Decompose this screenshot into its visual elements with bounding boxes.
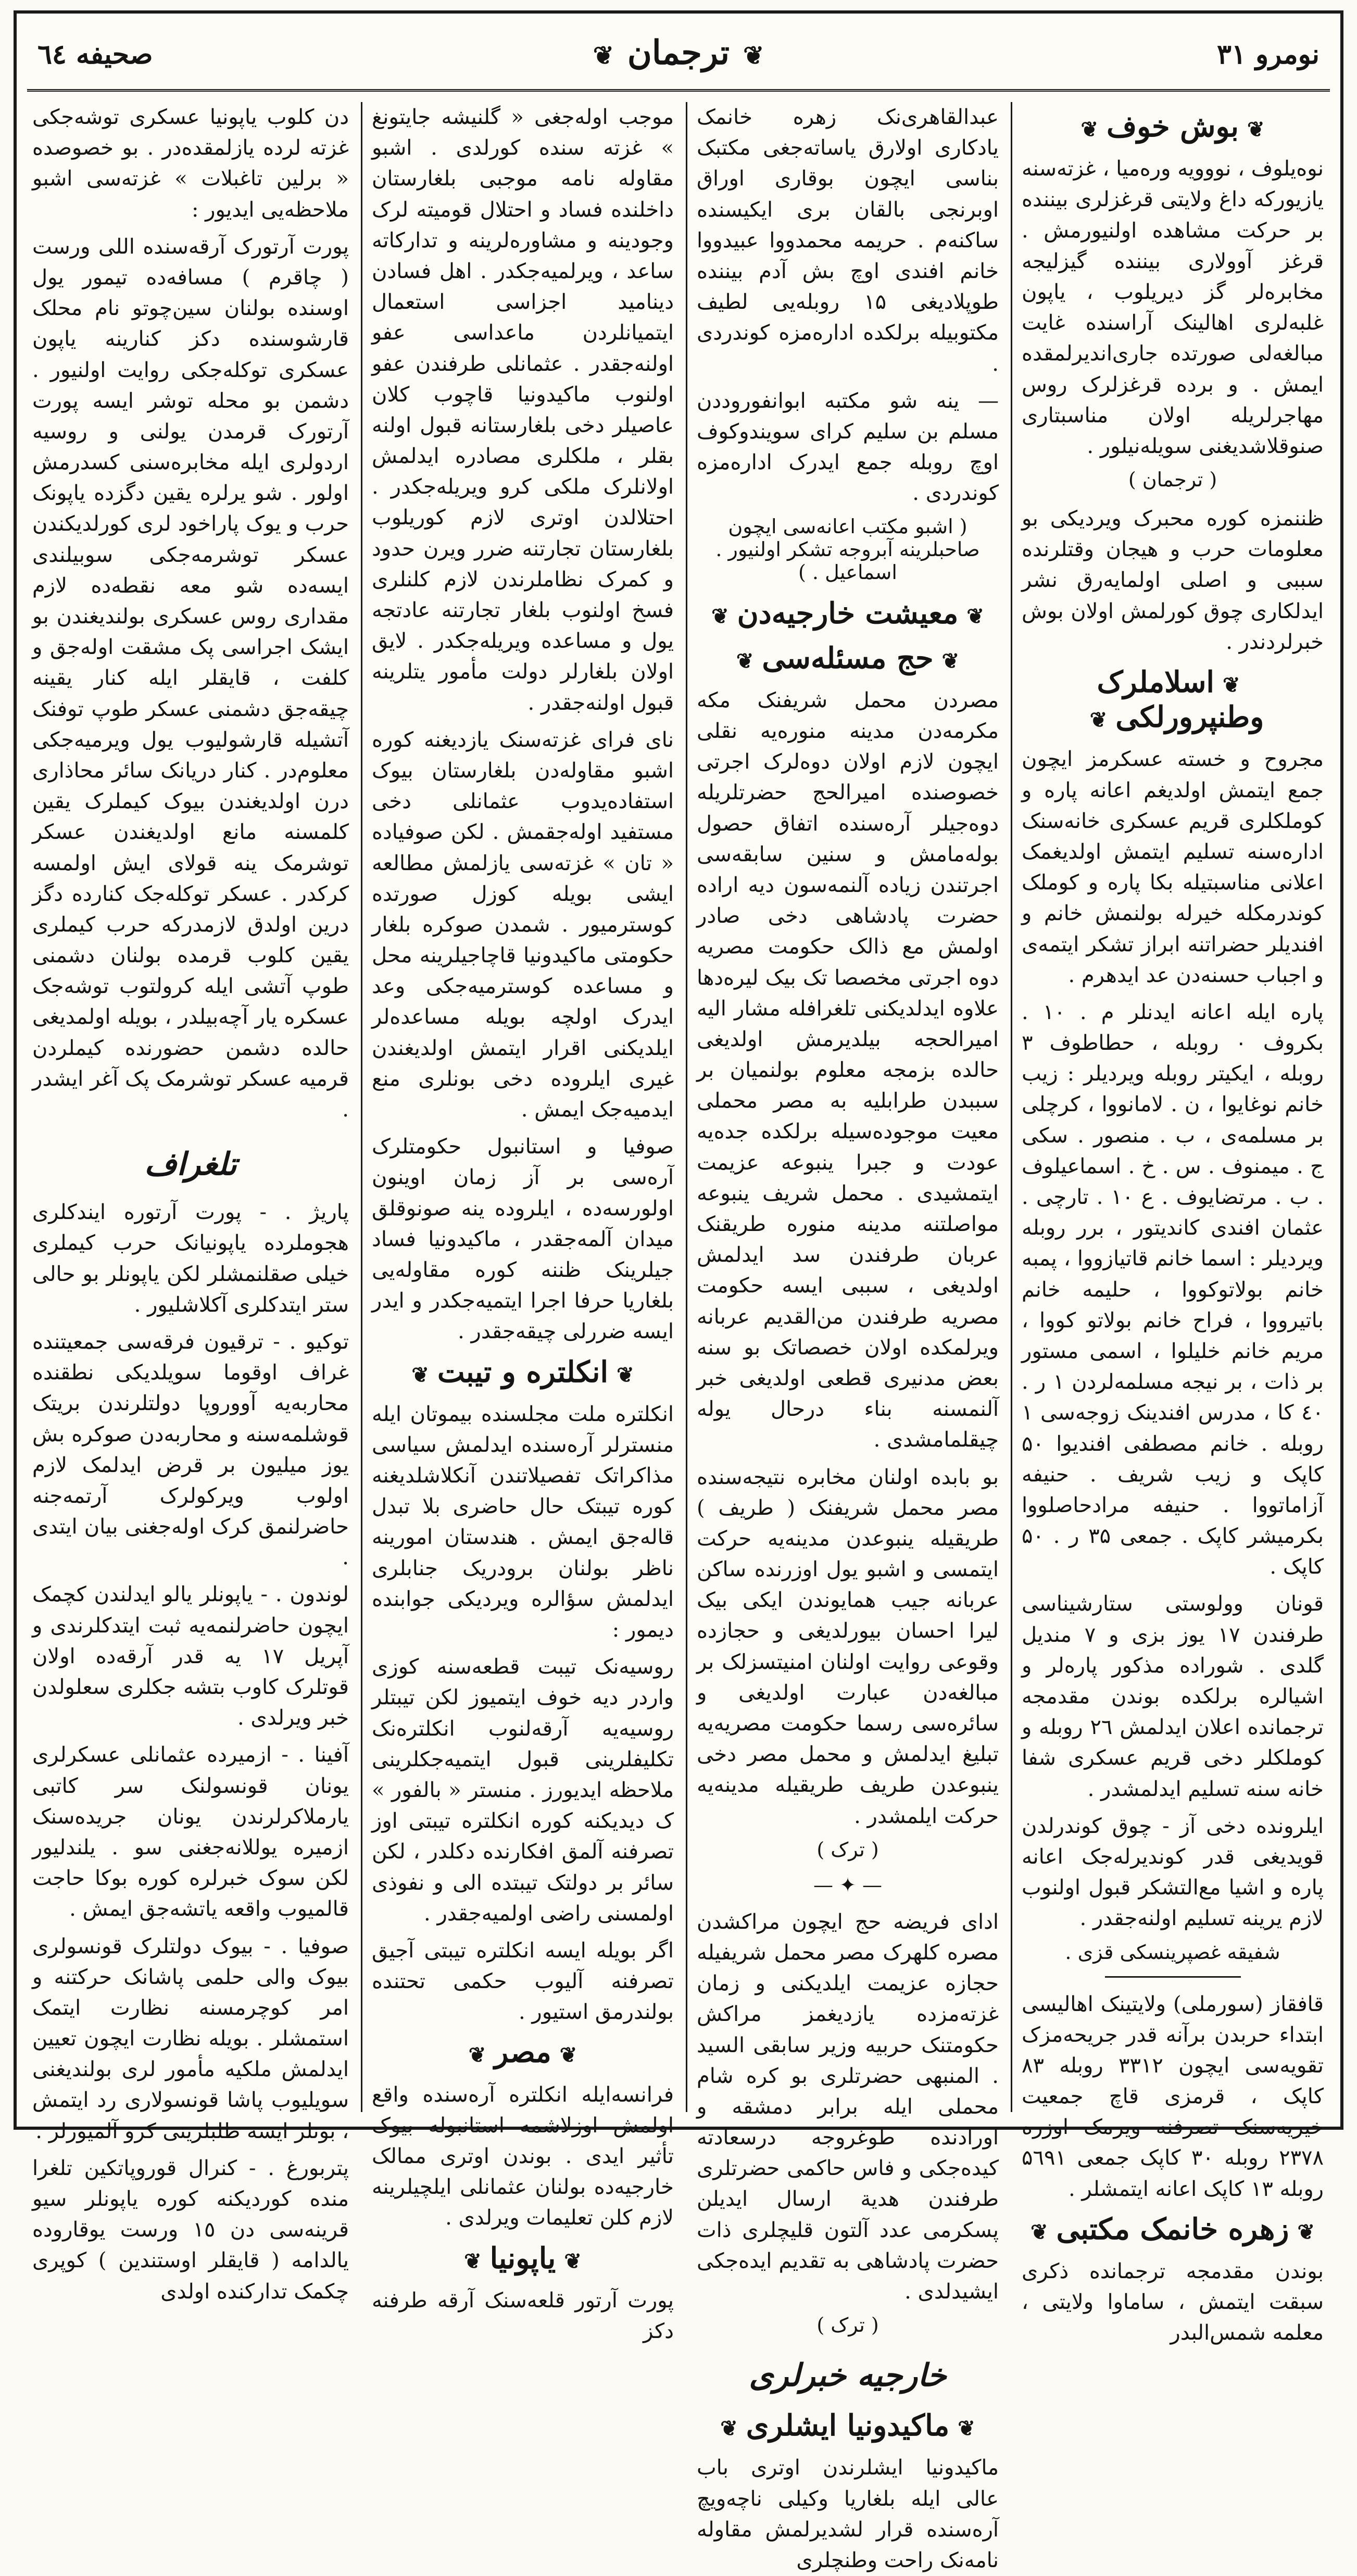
headline-yaponya — [372, 2241, 674, 2276]
column-2 — [688, 102, 1007, 2572]
ornament-icon: ❦ — [966, 604, 984, 629]
column-divider — [686, 102, 687, 2112]
donation-list: پاره ایله اعانه ایدنلر م . ۱۰ . بکروف ۰ روبله ، حطاطوف ۳ روبله ، ایکیتر روبله ویردیلر : زیب خانم نوغایوا ، ن . لامانووا ، کرچلی بر مسلمه‌ی ، ب . منصور . سکی ج . میمنوف . س . خ . اسماعیلوف . ب . مرتضایوف . ع ۱۰ . تارچی . عثمان افندی کاندیتور ، برر روبله ویردیلر : اسما خانم قاتیازووا ، پمبه خانم بولاتوکووا ، حلیمه خانم باتیرووا ، فراح خانم بولاتو کووا ، مریم خانم خلیلوا ، اسمی مستور بر ذات ، بر نیجه مسلمه‌لردن ۱ ر . ٤٠ کا ، مدرس افندینک زوجه‌سی ۱ روبله . خانم مصطفی افندیوا ۵۰ کاپک و زیب شریف . حنیفه آزاماتووا . حنیفه مرادحاصلووا بکرمیشر کاپک . جمعی ۳۵ ر . ۵۰ کاپک . — [1022, 1000, 1324, 1579]
article-paragraph: قونان وولوستی ستارشیناسی طرفندن ۱۷ یوز بزی و ۷ مندیل گلدی . شوراده مذکور پارەلر و اشیالره برلکده بوندن مقدمجه ترجمانده اعلان ایدلمش ۲٦ روبله و کوملکلر دخی قریم عسکری شفا خانه سنه تسلیم ایدلمشدر . — [1022, 1592, 1324, 1801]
headline-text: انکلتره و تیبت — [437, 1354, 609, 1389]
article-paragraph: ایلرونده دخی آز - چوق کوندرلدن قویدیغی قدر کوندیرله‌جک اعانه پاره و اشیا مع‌التشکر قبول اولنوب لازم یرینه تسلیم اولنه‌جقدر . — [1022, 1814, 1324, 1931]
article-paragraph: روسیه‌نک تیبت قطعه‌سنه کوزی واردر دیه خوف ایتمیوز لکن تیبتلر روسیه‌یه آرقه‌لنوب انکلتره‌نک تکلیفلرینی قبول ایتمیه‌جکلرینی ملاحظه ایدیورز . منستر « بالفور » ک دیدیکنه کوره انکلتره تیبتی اوز تصرفنه آلمق افکارنده دکلدر ، لکن سائر بر دولتک تیبتده الی و نفوذی اولمسنی راضی اولمیه‌جقدر . — [372, 1655, 674, 1926]
article-paragraph: نای فرای غزته‌سنک یازدیغنه کوره اشبو مقاوله‌دن بلغارستان بیوک استفاده‌یدوب عثمانلی دخی مستفید اوله‌جقمش . لکن صوفیاده « تان » غزته‌سی یازلمش مطالعه ایشی بویله کوزل صورتده کوسترمیور . شمدن صوکره بلغار حکومتی ماکیدونیا قاچاجیلرینه محل و مساعده کوسترمیه‌جکی وعد ایدرک اولچه بویله مساعده‌لر ایلدیکنی اقرار ایتمش اولدیغندن غیری ایلروده دخی بونلری منع ایدمیه‌جک ایمش . — [372, 727, 674, 1122]
article-paragraph: ادای فریضه حج ایچون مراکشدن مصره کلهرک مصر محمل شریفیله حجازه عزیمت ایلدیکنی و زمان غزته‌مزده یازدیغمز مراکش حکومتنک حربیه وزیر سابقی السید . المنبهی حضرتلری بو کره شام محملی ایله برابر دمشقه و اورادنده طوغروجه درسعادته کیده‌جکی و فاس حاکمی حضرتلری طرفندن هدیة ارسال ایدیلن پسکرمی عدد آلتون قلیچلری ذات حضرت پادشاهی به تقدیم ایده‌جکی ایشیدلدی . — [697, 1909, 999, 2304]
section-title-foreign-news: خارجیه خبرلری — [749, 2357, 947, 2394]
separator-ornament: — ✦ — — [813, 1873, 882, 1896]
newspaper-title-text: ترجمان — [627, 33, 730, 72]
column-divider — [361, 102, 362, 2112]
page-number: صحيفه ٦٤ — [37, 39, 153, 70]
source-signature: ( ترک ) — [816, 2314, 879, 2337]
column-divider — [1011, 102, 1012, 2112]
headline-maishat-kharijiye — [697, 596, 999, 631]
ornament-icon: ❦ — [1222, 673, 1240, 697]
telegram-item: پاریژ . - پورت آرتوره ایندکلری هجوملرده یاپونیانک حرب کیملری خیلی صقلنمشلر لکن یاپونلر بو حالی ستر ایتدکلری آکلاشلیور . — [32, 1200, 349, 1317]
article-paragraph: بوندن مقدمجه ترجمانده ذکری سبقت ایتمش ، ساماوا ولایتی ، معلمه شمس‌البدر — [1022, 2259, 1324, 2345]
ornament-icon: ❦ — [559, 2043, 577, 2068]
ornament-icon: ❦ — [720, 2416, 738, 2441]
headline-text: اسلاملرک وطنپرورلکی — [1097, 665, 1264, 735]
headline-islamlar-vatanperverligi — [1022, 665, 1324, 735]
ornament-icon: ❦ — [1297, 2219, 1315, 2244]
headline-text: حج مسئله‌سی — [762, 640, 934, 675]
headline-text: ماکیدونیا ایشلری — [746, 2408, 950, 2443]
article-paragraph: موجب اوله‌جغی « گلنیشه جایتونغ » غزته سنده کورلدی . اشبو مقاوله نامه موجبی بلغارستان داخلنده فساد و احتلال قومیته لرک وجودینه و مشاوره‌لرینه و تدارکاته ساعد ، ویرلمیه‌جکدر . اهل فسادن دیناميد اجزاسی استعمال ایتمیانلردن ماعدا‌سی عفو اولنه‌جقدر . عثمانلی طرفندن عفو اولنوب ماکیدونیا قاچوب کلان عاصیلر دخی بلغارستانه قبول اولنه بقلر ، ملکلری مصادره ایدلمش اولانلرک ملکی کرو ویریله‌جکدر . احتلالدن اوتری لازم کوریلوب بلغارستان تجارتنه ضرر ویرن حدود و کمرک نظاملرندن لازم کلنلری فسخ اولنوب بلغار تجارتنه عادتجه یول و مساعده ویریله‌جکدر . لایق اولان بلغارلر دولت مأمور یتلرینه قبول اولنه‌جقدر . — [372, 105, 674, 715]
headline-bosh-khavf — [1022, 109, 1324, 144]
article-paragraph: عبدالقاهری‌نک زهره خانمک یادکاری اولارق یاساته‌جغی مکتبک بناسی ایچون بوقاری اوراق اوبرنجی بالقان بری ایکیسنده ساکنه‌م . حریمه محمدووا عبیدووا خانم افندی اوچ بش آدم بیننده طوپلادیغی ۱۵ روبله‌یی لطیف مکتوبیله برلکده اداره‌مزه کوندردی . — [697, 105, 999, 376]
ornament-icon: ❦ — [1089, 708, 1108, 733]
masthead — [17, 14, 1340, 92]
masthead-rule — [27, 89, 1330, 92]
headline-text: مصر — [494, 2035, 551, 2070]
headline-hajj-masalasi — [697, 641, 999, 676]
ornament-icon: ❦ — [736, 648, 754, 673]
article-paragraph: نوەیلوف ، نووویه وره‌میا ، غزته‌سنه یازیورکه داغ ولایتی قرغزلری بیننده بر حرکت مشاهده اولنیورمش . قرغز آوولاری بیننده گیزلیجه مخابره‌لر گز دیریلوب ، یاپون غلبه‌لری اهالینک آراسنده غایت مبالغه‌لی صورتده جاری‌اندیرلمقده ایمش . و برده قرغزلرک روس مهاجرلریله اولان مناسبتاری صنوقلاشدیغنی سویله‌نیلور . — [1022, 157, 1324, 458]
ornament-icon: ❦ — [617, 1362, 634, 1387]
ornament-icon: ❦ — [593, 41, 614, 70]
ornament-icon: ❦ — [411, 1362, 429, 1387]
source-signature: ( اشبو مکتب اعانه‌سی ایچون صاحبلرینه آبروجه تشکر اولنیور . اسماعیل . ) — [715, 515, 980, 584]
article-paragraph: قافقاز (سورملی) ولایتینک اهالیسی ابتداء حربدن برآنه قدر جریحه‌مزک تقویه‌سی ایچون ۳۳۱۲ روبله ۸۳ کاپک ، قرمزی قاچ جمعیت خیریه‌سنک تصرفنه ویرمک اوزره ۲۳۷۸ روبله ۳۰ کاپک جمعی ۵٦۹۱ روبله ۱۳ کاپک اعانه ایتمشلر . — [1022, 1992, 1324, 2201]
ornament-icon: ❦ — [464, 2248, 482, 2273]
ornament-icon: ❦ — [468, 2043, 486, 2068]
issue-number: نومرو ٣١ — [1217, 39, 1320, 70]
article-paragraph: بو بابده اولنان مخابره نتیجه‌سنده مصر محمل شریفنک ( طریف ) طریقیله ینبوعدن مدینه‌یه حرکت ایتمسی و اشبو یول اوزرنده ساکن عربانه جیب همایوندن ایکی بیک لیرا احسان بیورلدیغی و حجازده وقوعی روایت اولنان امنیتسزلک بر مبالغه‌دن عبارت اولدیغی و سائره‌سی رسما حکومت مصریه‌یه تبلیغ ایدلمش و محمل مصر دخی ینبوعدن طریف طریقیله مدینه‌یه حرکت ایلمشدر . — [697, 1465, 999, 1828]
section-title-telegraph: تلغراف — [144, 1146, 237, 1183]
article-paragraph: پورت آرتورک آرقه‌سنده اللی ورست ( چاقرم ) مسافه‌ده تیمور یول اوسنده بولنان سین‌چوتو نام محلک قارشوسنده دکز کنارینه یاپون عسکری توکله‌جکی روایت اولنیور . دشمن بو محله توشر ایسه پورت آرتورک قرمدن یولنی و روسیه اردولری ایله مخابره‌سنی کسدرمش اولور . شو یرلره یقین دگزده یاپونک حرب و یوک پاراخود لری کورلدیکندن عسکر توشرمه‌جکی سوبیلندی ایسه‌ده شو معه نقطه‌ده لازم مقداری روس عسکری بولندیغندن بو ایشک اجراسی پک مشقت اوله‌جق و کلفت ، قایقلر ایله کنار یقینه چیقه‌جق دشمنی عسکر طوپ توفنک آتشیله قارشولیوب یول ویرمیه‌جکی معلوم‌در . کنار دریانک سائر محاذاری درن اولدیغندن بیوک کیملرک یقین کلمسنه مانع اولدیغندن عسکر توشرمک ینه قولای ایش اولمسه کرکدر . عسکر توکله‌جک کنارده دگز درین اولدق لازمدرکه حرب کیملری یقین کلوب قرمده بولنان دشمنی طوپ آتشی ایله کرولتوب توشه‌جک عسکره یار آچه‌بیلدر ، بویله اولمدیغی حالده دشمن حضورنده کیملردن قرمیه عسکر توشرمک پک آغر ایشدر . — [32, 234, 349, 1122]
column-3 — [363, 102, 682, 2343]
column-1 — [1013, 102, 1332, 2345]
ornament-icon: ❦ — [941, 648, 960, 673]
source-signature: ( ترک ) — [816, 1838, 879, 1861]
ornament-icon: ❦ — [711, 604, 729, 629]
ornament-icon: ❦ — [958, 2416, 975, 2441]
article-paragraph: مصردن محمل شریفنک مکه مکرمه‌دن مدینه منوره‌یه نقلی ایچون لازم اولان دوه‌لرک اجرتی خصوصنده امیرالحج حضرتلریله دوه‌جیلر آره‌سنده اتفاق حصول بوله‌مامش و سنین سابقه‌سی اجرتندن زیاده آلنمه‌سون دیه اراده حضرت پادشاهی دخی صادر اولمش مع ذالک حکومت مصریه دوه اجرتی مخصصا تک بیک لیره‌دها علاوه ایدلدیکنی تلغرافله مشار الیه امیرالحجه بیلدیرمش اولدیغی حالده بزمجه معلوم بولنمیان بر سببدن طرابلیه به مصر محملی معیت موجوده‌سیله برلکده جده‌یه عودت و جبرا ینبوعه عزیمت ایتمشیدی . محمل شریف ینبوعه مواصلتنه مدینه منوره طریقنک عربان طرفندن سد ایدلمش اولدیغی ، سببی ایسه حکومت مصریه طرفندن من‌القدیم عربانه ویرلمکده اولان خصصاتک بو سنه بعض مدنیری قطعی اولدیغی خبر آلنمسنه بناء درحال یوله چیقلمامشدی . — [697, 688, 999, 1452]
article-paragraph: انکلتره ملت مجلسنده بیموتان ایله منسترلر آره‌سنده ایدلمش سیاسی مذاکراتک تفصیلاتندن آنکلاشلدیغنه کوره تیبتک حال حاضری بلا تبدل قاله‌جق ایمش . هندستان امورینه ناظر بولنان برودریک جنابلری ایدلمش سؤالره ویردیکی جوابنده دیمور : — [372, 1402, 674, 1642]
article-paragraph: ماکیدونیا ایشلرندن اوتری باب عالی ایله بلغاریا وکیلی ناچه‌ویچ آره‌سنده قرار لشدیرلمش مقاوله نامه‌نک راحت وطنچلری — [697, 2456, 999, 2572]
headline-text: بوش خوف — [1107, 109, 1239, 144]
article-paragraph: مجروح و خسته عسکرمز ایچون جمع ایتمش اولدیغم اعانه پاره و کوملکلری قریم عسکری خانه‌سنک اداره‌سنه تسلیم ایتمش اولدیغمک اعلانی مناسبتیله بکا پاره و کوملک کوندرمکله خیرله بولنمش خانم و افندیلر حضراتنه ابراز تشکر ایتمه‌ی و اجباب حسنه‌دن عد ایدهرم . — [1022, 747, 1324, 987]
headline-text: یاپونیا — [489, 2241, 556, 2276]
author-signature: شفیقه غصپرینسکی قزی . — [1065, 1940, 1280, 1964]
headline-england-tibet — [372, 1355, 674, 1390]
divider — [1105, 1976, 1241, 1978]
telegram-item: توکیو . - ترقیون فرقه‌سی جمعیتنده غراف اوقوما سویلدیکی نطقنده محاربه‌یه آووروپا دولتلرندن بریتک قوشلمه‌سنه و محاربه‌دن صوکره بش یوز میلیون بر قرض ایدلمک لازم اولوب ویرکولرک آرتمه‌جنه حاضرلنمق کرک اوله‌جغنی بیان ایتدی . — [32, 1329, 349, 1570]
headline-misr — [372, 2035, 674, 2070]
telegram-item: لوندون . - یاپونلر یالو ایدلندن کچمک ایچون حاضرلنمه‌یه ثبت ایتدکلرندی و آپریل ۱۷ یه قدر آرقه‌ده اولان قوتلرک کاوب بتشه جکلری سعلولدن خبر ویرلدی . — [32, 1582, 349, 1730]
column-4 — [24, 102, 357, 2304]
article-paragraph: فرانسه‌ایله انکلتره آره‌سنده واقع اولمش اوزلاشمه استانبوله بیوک تأثیر ایدی . بوندن اوتری ممالک خارجیه‌ده بولنان عثمانلی ایلچیلرینه لازم کلن تعلیمات ویرلدی . — [372, 2082, 674, 2230]
ornament-icon: ❦ — [564, 2248, 582, 2273]
newspaper-title — [17, 33, 1340, 72]
headline-text: زهره خانمک مکتبی — [1056, 2211, 1289, 2246]
newspaper-page — [14, 10, 1343, 2572]
article-paragraph: صوفیا و استانبول حکومتلرک آره‌سی بر آز زمان اوینون اولورسه‌ده ، ایلروده ینه صونوقلق میدان آلمه‌جقدر ، ماکیدونیا فساد جیلرینک ظننه کوره مقاوله‌یی بلغاریا حرفا اجرا ایتمیه‌جکدر و ایدر ایسه ضررلی چیقه‌جقدر . — [372, 1135, 674, 1344]
ornament-icon: ❦ — [1031, 2219, 1048, 2244]
headline-makedonya-ishleri — [697, 2408, 999, 2443]
headline-text: معیشت خارجیه‌دن — [737, 596, 959, 631]
headline-zohre-hanim-mektebi — [1022, 2212, 1324, 2247]
ornament-icon: ❦ — [1080, 117, 1099, 142]
article-paragraph: ظننمزه کوره محبرک ویردیکی بو معلومات حرب و هیجان وقتلرنده سببی و اصلی اولمایه‌رق نشر ایدلکاری چوق کورلمش اولان بوش خبرلردندر . — [1022, 507, 1324, 654]
article-paragraph: پورت آرتور قلعه‌سنک آرقه طرفنه دکز — [372, 2288, 674, 2343]
article-paragraph: دن کلوب یاپونیا عسکری توشه‌جکی غزته لرده یازلمقده‌در . بو خصوصده « برلین تاغبلات » غزته‌سی اشبو ملاحظه‌یی ایدیور : — [32, 105, 349, 222]
ornament-icon: ❦ — [1247, 117, 1265, 142]
source-signature: ( ترجمان ) — [1128, 468, 1217, 492]
telegram-item: پتربورغ . - کنرال قوروپاتکین تلغرا منده کوردیکنه کوره یاپونلر سیو قرینه‌سی دن ۱٥ ورست یوقاروده یالدامه ( قایقلر اوستندین ) کوپری چکمک تدارکنده اولدی — [32, 2156, 349, 2304]
telegram-item: آفینا . - ازمیرده عثمانلی عسکرلری یونان قونسولنک سر کاتبی یارملاکرلرندن یونان جریده‌سنک ازمیره یوللانه‌جغنی سو . یلندلیور لکن سوک خبرلره کوره بوکا حاجت قالمیوب واقعه یاتشه‌جق ایمش . — [32, 1743, 349, 1921]
ornament-icon: ❦ — [743, 41, 764, 70]
article-paragraph: اگر بویله ایسه انکلتره تیبتی آجیق تصرفنه آلیوب حکمی تحتنده بولندرمق استیور . — [372, 1938, 674, 2025]
article-paragraph: — ینه شو مکتبه ابوانفوروددن مسلم بن سلیم کرای سویندوکوف اوچ روبله جمع ایدرک اداره‌مزه کوندردی . — [697, 388, 999, 506]
telegram-item: صوفیا . - بیوک دولتلرک قونسولری بیوک والی حلمی پاشانک حرکتنه و امر کوچرمسنه نظارت ایتمک استمشلر . بویله نظارت ایچون تعیین ایدلمش ملکیه مأمور لری بولندیغنی سویلیوب پاشا قونسولاری رد ایتمش ، بونلر ایسه طلبلرینی کرو آلمیورلر . — [32, 1934, 349, 2143]
